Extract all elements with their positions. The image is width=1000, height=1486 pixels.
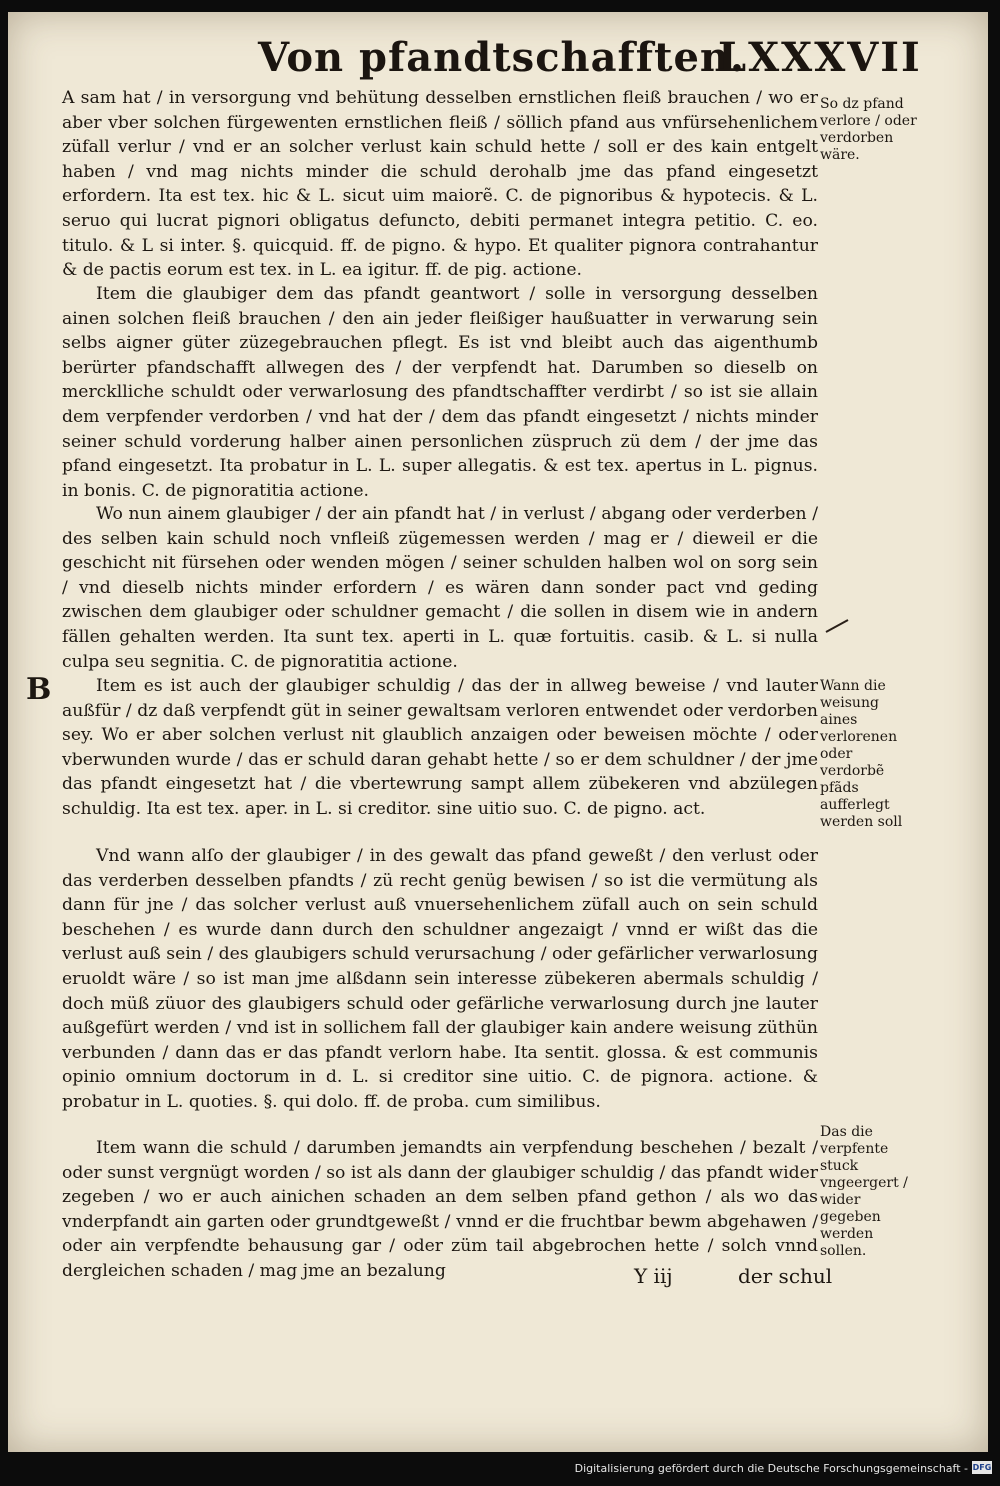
section-initial-b: B	[26, 672, 52, 707]
paragraph-vermutung: Vnd wann alſo der glaubiger / in des gewalt das pfand geweßt / den verlust oder das verderben desselben pfandts / zü recht genüg bewisen / so ist die vermütung als dann für jne / das solcher verlust auß vnuersehenlichem züfall auch on sein schuld beschehen / es wurde dann durch den schuldner angezaigt / vnnd er wißt das die verlust auß sein / des glaubigers schuld verursachung / oder gefärlicher verwarlosung eruoldt wäre / so ist man jme alßdann sein interesse zübekeren abermals schuldig / doch müß züuor des glaubigers schuld oder gefärliche verwarlosung durch jne lauter außgefürt werden / vnd ist in sollichem fall der glaubiger kain andere weisung züthün verbunden / dann das er das pfandt verlorn habe. Ita sentit. glossa. & est communis opinio omnium doctorum in d. L. si creditor sine uitio. C. de pignora. actione. & probatur in L. quoties. §. qui dolo. ff. de proba. cum similibus.	[62, 846, 818, 1112]
paragraph-continuation: A sam hat / in versorgung vnd behütung desselben ernstlichen fleiß brauchen / wo er aber vber solchen fürgewenten ernstlichen fleiß / söllich pfand aus vnfürsehenlichem züfall verlur / vnd er an solcher verlust kain schuld hette / soll er des kain entgelt haben / vnd mag nichts minder die schuld derohalb jme das pfand eingesetzt erfordern. Ita est tex. hic & L. sicut uim maiorẽ. C. de pignoribus & hypotecis. & L. seruo qui lucrat pignori obligatus defuncto, debiti permanet integra petitio. C. eo. titulo. & L si inter. §. quicquid. ff. de pigno. & hypo. Et qualiter pignora contrahantur & de pactis eorum est tex. in L. ea igitur. ff. de pig. actione.	[62, 88, 818, 281]
margin-note-wider-gegeben: Das die verpfente stuck vngeergert / wider gegeben werden sollen.	[820, 1124, 908, 1259]
running-title: Von pfandtschafften.	[258, 34, 745, 81]
ink-flourish-mark	[824, 618, 850, 634]
margin-note-weisung: Wann die weisung aines verlorenen oder verdorbẽ pfãds aufferlegt werden soll	[820, 678, 903, 830]
digitization-credit: Digitalisierung gefördert durch die Deutsche Forschungsgemeinschaft -	[574, 1462, 968, 1475]
paragraph-rueckgabe: Item wann die schuld / darumben jemandts ain verpfendung beschehen / bezalt / oder sunst vergnügt worden / so ist als dann der glaubiger schuldig / das pfandt wider zegeben / wo er auch ainichen schaden an dem selben pfand gethon / als wo das vnderpfandt ain garten oder grundtgeweßt / vnnd er die fruchtbar bewm abgehawen / oder ain verpfendte behausung gar / oder züm tail abgebrochen hette / solch vnnd dergleichen schaden / mag jme an bezalung	[62, 1138, 818, 1281]
signature-mark: Y iij	[634, 1264, 673, 1288]
book-page	[8, 12, 988, 1452]
catchword: der schul	[738, 1264, 833, 1288]
margin-note-verloren: So dz pfand verlore / oder verdorben wäre.	[820, 96, 917, 163]
paragraph-verlust-ohne-schuld: Wo nun ainem glaubiger / der ain pfandt hat / in verlust / abgang oder verderben / des selben kain schuld noch vnfleiß zügemessen werden / mag er / dieweil er die geschicht nit fürsehen oder wenden mögen / seiner schulden halben wol on sorg sein / vnd dieselb nichts minder erfordern / es wären dann sonder pact vnd geding zwischen dem glaubiger oder schuldner gemacht / die sollen in disem wie in andern fällen gehalten werden. Ita sunt tex. aperti in L. quæ fortuitis. casib. & L. si nulla culpa seu segnitia. C. de pignoratitia actione.	[62, 504, 818, 672]
paragraph-beweis-pflicht: Item es ist auch der glaubiger schuldig / das der in allweg beweise / vnd lauter außfür / dz daß verpfendt güt in seiner gewaltsam verloren entwendet oder verdorben sey. Wo er aber solchen verlust nit glaublich anzaigen oder beweisen möchte / oder vberwunden wurde / das er schuld daran gehabt hette / so er dem schuldner / der jme das pfandt eingesetzt hat / die vbertewrung sampt allem zübekeren vnd abzülegen schuldig. Ita est tex. aper. in L. si creditor. sine uitio suo. C. de pigno. act.	[62, 676, 818, 819]
paragraph-item-glaubiger-fleiss: Item die glaubiger dem das pfandt geantwort / solle in versorgung desselben ainen solchen fleiß brauchen / den ain jeder fleißiger haußuatter in verwarung sein selbs aigner güter züzegebrauchen pflegt. Es ist vnd bleibt auch das aigenthumb berürter pfandschafft allwegen des / der verpfendt hat. Darumben so dieselb on mercklliche schuldt oder verwarlosung des pfandtschaffter verdirbt / so ist sie allain dem verpfender verdorben / vnd hat der / dem das pfandt eingesetzt / nichts minder seiner schuld vorderung halber ainen personlichen züspruch zü dem / der jme das pfand eingesetzt. Ita probatur in L. L. super allegatis. & est tex. apertus in L. pignus. in bonis. C. de pignoratitia actione.	[62, 284, 818, 501]
dfg-logo: DFG	[972, 1463, 992, 1472]
folio-number: LXXXVII	[718, 34, 922, 81]
